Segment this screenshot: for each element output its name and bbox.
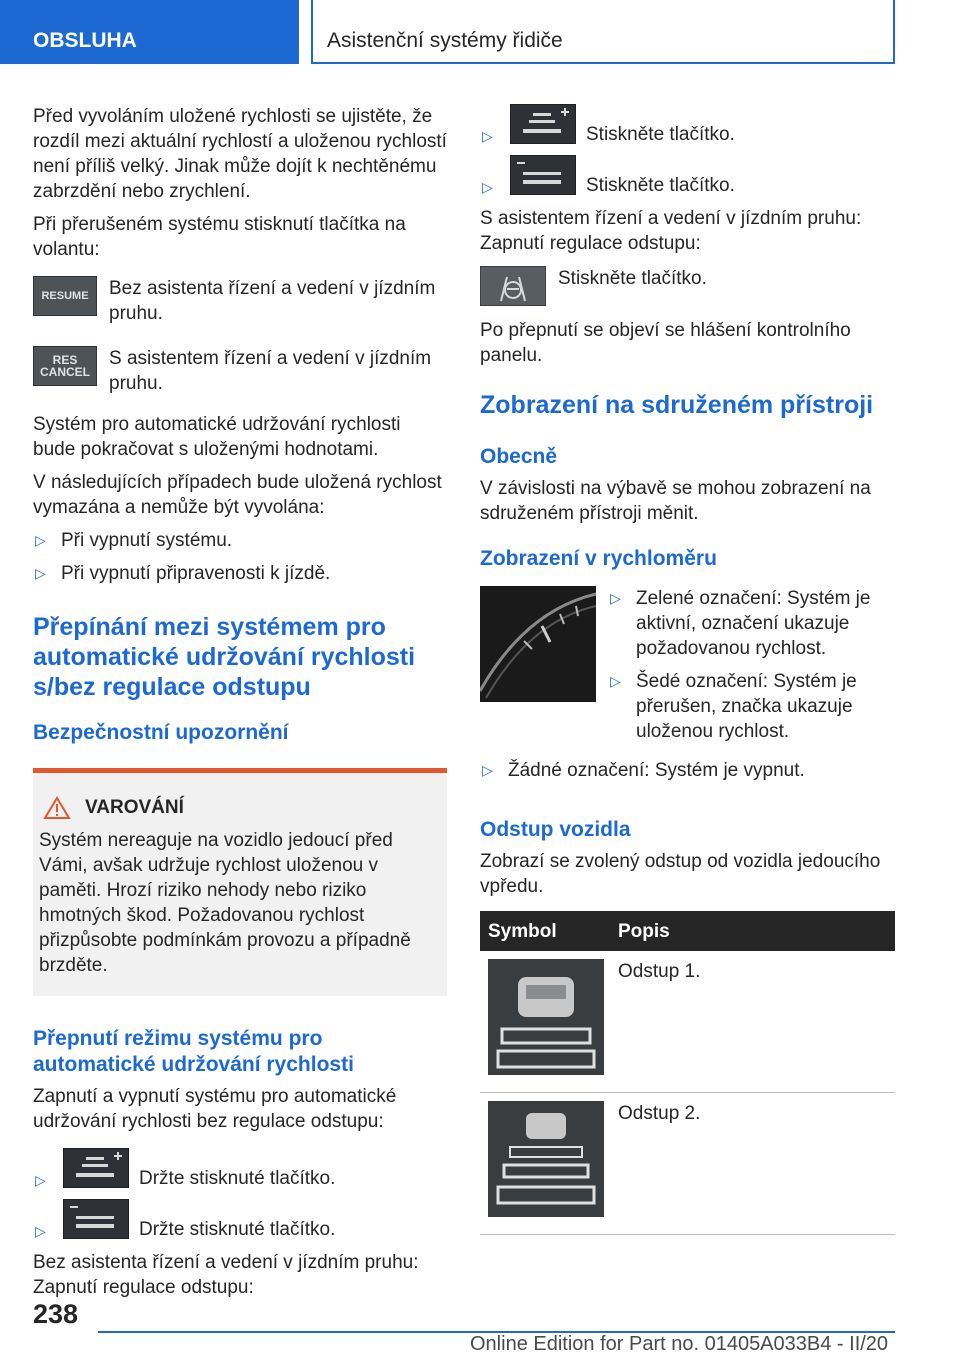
rescancel-button-icon (33, 346, 97, 386)
triangle-bullet-icon: ▷ (610, 673, 621, 689)
warning-triangle-icon (43, 796, 71, 820)
table-row (480, 1093, 895, 1235)
list-item-text: Při vypnutí připravenosti k jízdě. (61, 563, 331, 584)
section-heading: Zobrazení na sdruženém přístroji (480, 391, 874, 419)
paragraph: Bez asistenta řízení a vedení v jízdním pruhu: Zapnutí regulace odstupu: (33, 1252, 419, 1298)
acc-button-icon (63, 1148, 129, 1188)
list-item-text: Držte stisknuté tlačítko. (139, 1219, 336, 1240)
distance-table (480, 911, 895, 1235)
list-item (608, 586, 895, 661)
triangle-bullet-icon: ▷ (35, 565, 46, 581)
col-symbol: Symbol (488, 920, 557, 942)
rescancel-text: S asistentem řízení a vedení v jízdním pruhu. (109, 348, 432, 394)
acc-bars-icon (64, 1149, 128, 1187)
resume-text: Bez asistenta řízení a vedení v jízdním pruhu. (109, 278, 436, 324)
page-number: 238 (33, 1299, 79, 1329)
list-item (33, 528, 447, 553)
table-header (480, 911, 895, 951)
speedo-list (596, 586, 895, 752)
list-item-text: Při vypnutí systému. (61, 530, 233, 551)
paragraph: Před vyvoláním uložené rychlosti se ujistěte, že rozdíl mezi aktuální rychlostí a uloženou rychlostí není příliš velký. Jinak může dojít k nechtěnému zabrzdění nebo zrychlení. (33, 106, 447, 202)
distance-bars-icon (511, 156, 575, 194)
paragraph: Systém pro automatické udržování rychlosti bude pokračovat s uloženými hodnotami. (33, 414, 401, 460)
resume-label: RESUME (41, 290, 89, 302)
rescancel-label-1: RES (52, 353, 78, 367)
list-item-text: Držte stisknuté tlačítko. (139, 1168, 336, 1189)
assist-row (480, 266, 895, 306)
distance-2-car-icon (488, 1101, 604, 1217)
list-item-text: Stiskněte tlačítko. (586, 175, 735, 196)
table-cell-symbol (480, 1101, 618, 1224)
left-column (33, 104, 447, 1308)
acc-button-icon (510, 104, 576, 144)
list-item (608, 669, 895, 744)
rescancel-row (33, 346, 447, 396)
subsection-heading: Obecně (480, 445, 558, 468)
list-item-text: Stiskněte tlačítko. (586, 124, 735, 145)
list-item (480, 104, 895, 147)
right-column (480, 104, 895, 1235)
steering-assist-button-icon (480, 266, 546, 306)
paragraph: V následujících případech bude uložená rychlost vymazána a nemůže být vyvolána: (33, 472, 442, 518)
resume-row (33, 276, 447, 326)
distance-1-car-icon (488, 959, 604, 1075)
rescancel-label-2: CANCEL (40, 365, 90, 379)
list-item-text: Zelené označení: Systém je aktivní, označení ukazuje požadovanou rychlost. (636, 588, 871, 659)
warning-title-row (39, 795, 441, 820)
triangle-bullet-icon: ▷ (35, 532, 46, 548)
list-item (33, 561, 447, 586)
triangle-bullet-icon: ▷ (482, 128, 493, 144)
subsection-heading: Odstup vozidla (480, 818, 631, 841)
list-item-text: Šedé označení: Systém je přerušen, značka ukazuje uloženou rychlost. (636, 671, 857, 742)
table-cell-symbol (480, 959, 618, 1082)
list-item-text: Žádné označení: Systém je vypnut. (508, 760, 805, 781)
speedometer-block (480, 586, 895, 752)
distance-bars-icon (64, 1200, 128, 1238)
paragraph: Zobrazí se zvolený odstup od vozidla jedoucího vpředu. (480, 851, 881, 897)
resume-button-icon (33, 276, 97, 316)
triangle-bullet-icon: ▷ (610, 590, 621, 606)
table-row (480, 951, 895, 1093)
triangle-bullet-icon: ▷ (482, 179, 493, 195)
list-item (480, 155, 895, 198)
speedometer-arc-icon (480, 586, 596, 702)
table-cell-desc: Odstup 2. (618, 1103, 701, 1124)
warning-text: Systém nereaguje na vozidlo jedoucí před Vámi, avšak udržuje rychlost uloženou v paměti. Hrozí riziko nehody nebo riziko hmotných škod. Požadovanou rychlost přizpůsobte podmínkám provozu a případně brzděte. (39, 830, 411, 976)
section-tab (0, 0, 299, 64)
paragraph: Po přepnutí se objeví se hlášení kontrolního panelu. (480, 320, 851, 366)
subsection-heading: Přepnutí režimu systému pro automatické udržování rychlosti (33, 1027, 354, 1076)
section-heading: Přepínání mezi systémem pro automatické udržování rychlosti s/bez regulace odstupu (33, 613, 416, 701)
warning-box (33, 768, 447, 996)
distance-button-icon (63, 1199, 129, 1239)
paragraph: V závislosti na výbavě se mohou zobrazení na sdruženém přístroji měnit. (480, 478, 871, 524)
triangle-bullet-icon: ▷ (35, 1223, 46, 1239)
paragraph: S asistentem řízení a vedení v jízdním pruhu: Zapnutí regulace odstupu: (480, 208, 862, 254)
table-cell-desc: Odstup 1. (618, 961, 701, 982)
acc-bars-icon (511, 105, 575, 143)
triangle-bullet-icon: ▷ (482, 762, 493, 778)
triangle-bullet-icon: ▷ (35, 1172, 46, 1188)
list-item (33, 1199, 447, 1242)
paragraph: Zapnutí a vypnutí systému pro automatické udržování rychlosti bez regulace odstupu: (33, 1086, 397, 1132)
subsection-heading: Bezpečnostní upozornění (33, 721, 289, 744)
list-item (33, 1148, 447, 1191)
warning-title: VAROVÁNÍ (85, 797, 184, 818)
chapter-title: Asistenční systémy řidiče (327, 29, 563, 52)
assist-text: Stiskněte tlačítko. (558, 268, 707, 289)
col-desc: Popis (618, 920, 670, 942)
footer-edition: Online Edition for Part no. 01405A033B4 - II/20 (470, 1333, 889, 1355)
paragraph: Při přerušeném systému stisknutí tlačítka na volantu: (33, 214, 406, 260)
list-item (480, 758, 895, 783)
steering-wheel-icon (481, 267, 545, 305)
distance-button-icon (510, 155, 576, 195)
chapter-tab (311, 0, 895, 64)
section-title: OBSLUHA (33, 29, 137, 52)
speedometer-image (480, 586, 596, 702)
subsection-heading: Zobrazení v rychloměru (480, 547, 717, 570)
